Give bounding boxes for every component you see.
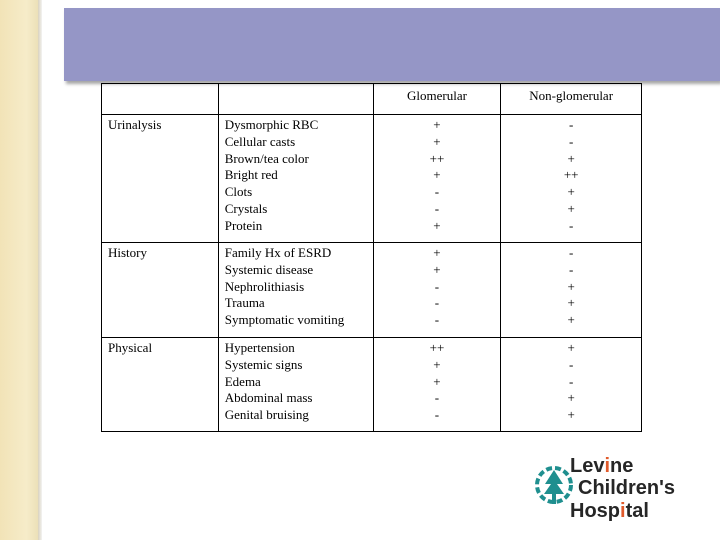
cell-line: + (567, 340, 575, 355)
cell-line: - (568, 356, 574, 372)
title-banner (64, 8, 720, 81)
cell-line: ++ (429, 150, 445, 166)
cell-line: + (567, 295, 575, 311)
header-cell-non-glomerular: Non-glomerular (501, 84, 642, 115)
cell-line: - (568, 217, 574, 233)
cell-line: Family Hx of ESRD (224, 245, 332, 260)
cell-line: - (434, 312, 440, 328)
cell-line: Bright red (224, 167, 278, 183)
cell-line: - (568, 117, 574, 132)
cell-line: + (567, 150, 575, 166)
cell-line: + (433, 217, 441, 233)
cell-line: + (433, 167, 441, 183)
cell-line: Protein (224, 217, 263, 233)
non-glomerular-cell (501, 243, 642, 338)
cell-line: - (434, 184, 440, 200)
category-cell: History (102, 243, 219, 338)
cell-line: Trauma (224, 295, 265, 311)
hospital-logo-graphic (533, 452, 702, 523)
findings-cell (218, 115, 373, 243)
cell-line: + (567, 312, 575, 328)
table-row-history (102, 243, 642, 338)
cell-line: + (567, 200, 575, 216)
glomerular-cell (373, 338, 501, 432)
cell-line: + (567, 184, 575, 200)
cell-line: - (568, 245, 574, 260)
svg-text:Levine: Levine (570, 455, 634, 477)
header-cell-category (102, 84, 219, 115)
left-band-edge (38, 0, 42, 540)
cell-line: Dysmorphic RBC (224, 117, 319, 132)
cell-line: Systemic disease (224, 261, 314, 277)
cell-line: - (434, 278, 440, 294)
table-row-urinalysis (102, 115, 642, 243)
cell-line: + (567, 390, 575, 406)
cell-line: - (568, 133, 574, 149)
cell-line: - (434, 390, 440, 406)
cell-line: ++ (429, 340, 445, 355)
cell-line: + (433, 117, 441, 132)
table-row-physical (102, 338, 642, 432)
hematuria-findings-table (101, 83, 642, 432)
cell-line: + (433, 245, 441, 260)
cell-line: ++ (563, 167, 579, 183)
cell-line: - (568, 373, 574, 389)
non-glomerular-cell (501, 115, 642, 243)
tree-icon (537, 468, 571, 504)
cell-line: + (567, 278, 575, 294)
left-decorative-band (0, 0, 38, 540)
cell-line: Symptomatic vomiting (224, 312, 345, 328)
cell-line: + (433, 133, 441, 149)
glomerular-cell (373, 243, 501, 338)
findings-cell (218, 243, 373, 338)
cell-line: Nephrolithiasis (224, 278, 305, 294)
cell-line: Abdominal mass (224, 390, 313, 406)
header-cell-finding (218, 84, 373, 115)
cell-line: Cellular casts (224, 133, 296, 149)
cell-line: + (433, 373, 441, 389)
glomerular-cell (373, 115, 501, 243)
cell-line: Genital bruising (224, 407, 309, 423)
header-row (102, 84, 642, 115)
findings-cell (218, 338, 373, 432)
svg-text:Hospital: Hospital (570, 500, 649, 522)
hospital-logo (533, 452, 702, 523)
cell-line: Clots (224, 184, 253, 200)
cell-line: + (433, 261, 441, 277)
logo-wordmark (570, 455, 675, 522)
cell-line: - (434, 200, 440, 216)
category-cell: Urinalysis (102, 115, 219, 243)
non-glomerular-cell (501, 338, 642, 432)
category-cell: Physical (102, 338, 219, 432)
cell-line: - (434, 295, 440, 311)
cell-line: - (434, 407, 440, 423)
cell-line: - (568, 261, 574, 277)
svg-text:Children's: Children's (578, 477, 675, 499)
cell-line: + (567, 407, 575, 423)
cell-line: Brown/tea color (224, 150, 309, 166)
cell-line: Edema (224, 373, 261, 389)
cell-line: Systemic signs (224, 356, 303, 372)
header-cell-glomerular: Glomerular (373, 84, 501, 115)
cell-line: Hypertension (224, 340, 295, 355)
cell-line: + (433, 356, 441, 372)
cell-line: Crystals (224, 200, 268, 216)
